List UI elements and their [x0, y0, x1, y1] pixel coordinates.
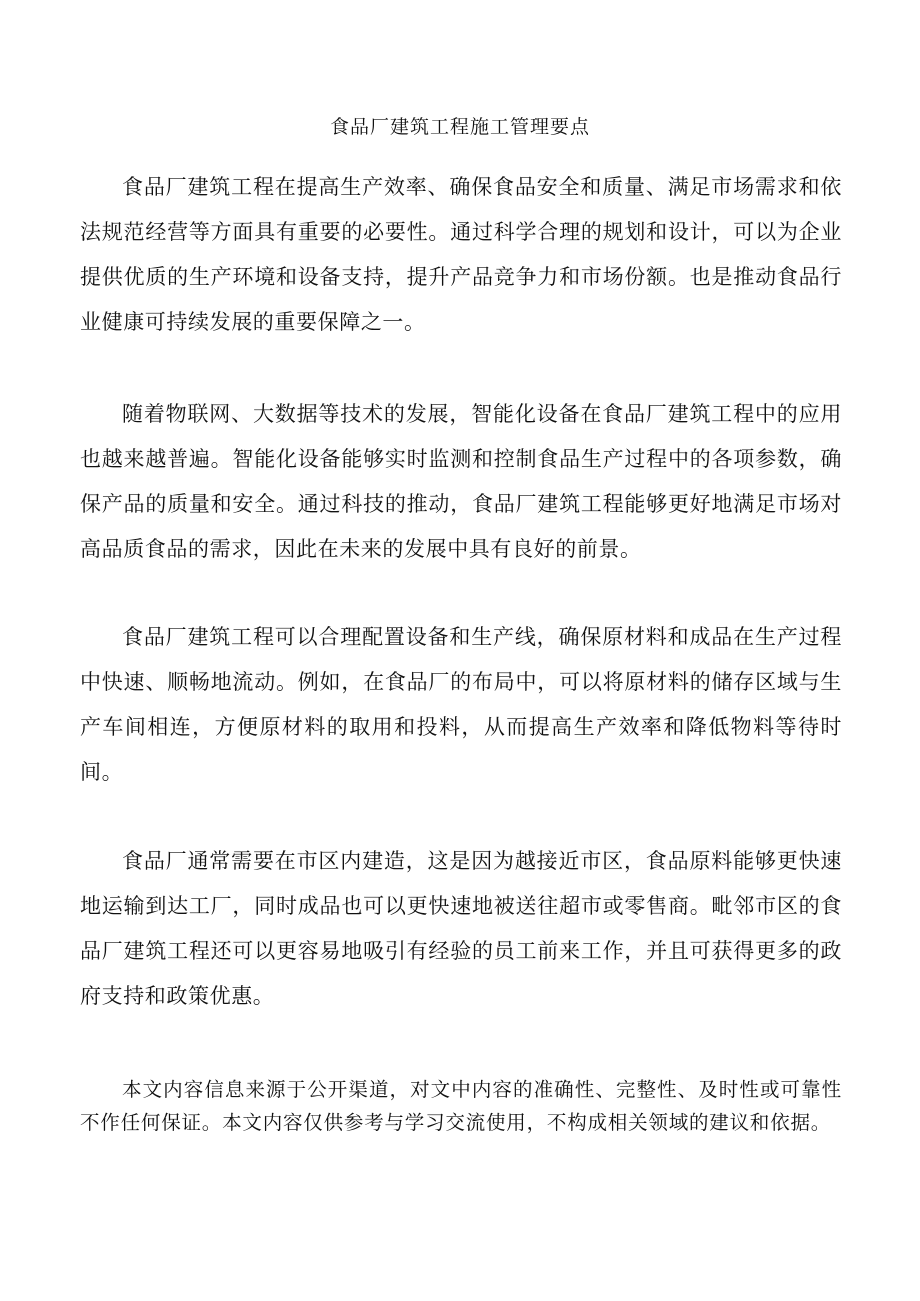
paragraph-importance: 食品厂建筑工程在提高生产效率、确保食品安全和质量、满足市场需求和依法规范经营等方面具有重要的必要性。通过科学合理的规划和设计，可以为企业提供优质的生产环境和设备支持，提升产品竞争力和市场份额。也是推动食品行业健康可持续发展的重要保障之一。	[80, 175, 842, 334]
paragraph-location: 食品厂通常需要在市区内建造，这是因为越接近市区，食品原料能够更快速地运输到达工厂，同时成品也可以更快速地被送往超市或零售商。毗邻市区的食品厂建筑工程还可以更容易地吸引有经验的员工前来工作，并且可获得更多的政府支持和政策优惠。	[80, 849, 842, 1008]
disclaimer-text: 本文内容信息来源于公开渠道，对文中内容的准确性、完整性、及时性或可靠性不作任何保证。本文内容仅供参考与学习交流使用，不构成相关领域的建议和依据。	[80, 1078, 842, 1134]
paragraph-smart-equipment: 随着物联网、大数据等技术的发展，智能化设备在食品厂建筑工程中的应用也越来越普遍。智能化设备能够实时监测和控制食品生产过程中的各项参数，确保产品的质量和安全。通过科技的推动，食品厂建筑工程能够更好地满足市场对高品质食品的需求，因此在未来的发展中具有良好的前景。	[80, 402, 842, 561]
paragraph-layout-efficiency: 食品厂建筑工程可以合理配置设备和生产线，确保原材料和成品在生产过程中快速、顺畅地流动。例如，在食品厂的布局中，可以将原材料的储存区域与生产车间相连，方便原材料的取用和投料，从而提高生产效率和降低物料等待时间。	[80, 625, 842, 784]
document-title: 食品厂建筑工程施工管理要点	[329, 116, 590, 138]
